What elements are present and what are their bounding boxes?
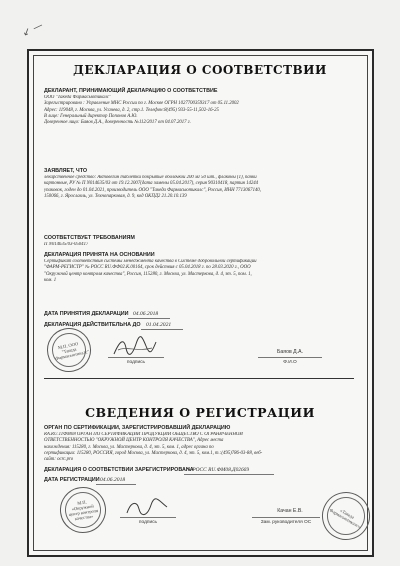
reg-number-underline bbox=[184, 474, 274, 475]
statement-block bbox=[44, 175, 356, 200]
cert-body-name-line bbox=[252, 517, 320, 518]
accept-date-value: 04.06.2018 bbox=[133, 311, 159, 317]
valid-until-underline bbox=[141, 329, 183, 330]
accept-date-underline bbox=[128, 318, 170, 319]
applicant-line: В лице: Генеральный директор Попонов А.Ю. bbox=[44, 113, 138, 119]
declarant-corner-stamp-text: «Такеда Фармасьютикалс» bbox=[328, 507, 362, 530]
cert-body-line: нахождения: 115280, г. Москва, ул. Мастеркова, д. 4, эт. 5, ком. 1, адрес органа по bbox=[44, 444, 214, 450]
cert-body-block bbox=[44, 432, 356, 463]
cert-body-label: ОРГАН ПО СЕРТИФИКАЦИИ, ЗАРЕГИСТРИРОВАВШИЙ ДЕКЛАРАЦИЮ bbox=[44, 425, 231, 431]
cert-body-signature-caption: подпись bbox=[138, 520, 158, 525]
statement-line: картонные, РУ № П N014635/03 от 19.12.2007(дата замены 05.04.2017), серия 90310418, партия 14244 bbox=[44, 181, 259, 187]
requirements-label: СООТВЕТСТВУЕТ ТРЕБОВАНИЯМ bbox=[44, 235, 135, 241]
cert-body-position-caption: Зам. руководителя ОС bbox=[260, 520, 312, 525]
valid-until-value: 01.04.2021 bbox=[146, 322, 172, 328]
statement-line: лекарственное средство: Актовегин таблетки покрытые оболочкой 200 мг 50 шт., флаконы (1), пачки bbox=[44, 175, 257, 180]
basis-line: "ФАРМ-РЕГИСТР" № РОСС RU.ФФ02.К.00164, срок действия с 05.04.2018 г. по 28.03.2020 г., ООО bbox=[44, 265, 251, 271]
accept-date-label: ДАТА ПРИНЯТИЯ ДЕКЛАРАЦИИ bbox=[44, 311, 129, 317]
declaration-title: ДЕКЛАРАЦИЯ О СООТВЕТСТВИИ bbox=[73, 63, 327, 77]
registration-title: СВЕДЕНИЯ О РЕГИСТРАЦИИ bbox=[85, 405, 315, 420]
basis-label: ДЕКЛАРАЦИЯ ПРИНЯТА НА ОСНОВАНИИ bbox=[44, 252, 155, 258]
cert-body-signature-line bbox=[120, 517, 176, 518]
reg-date-underline bbox=[96, 484, 136, 485]
basis-line: ком. 1 bbox=[44, 277, 57, 283]
cert-body-line: ОТВЕТСТВЕННОСТЬЮ "ОКРУЖНОЙ ЦЕНТР КОНТРОЛЯ КАЧЕСТВА", Адрес места bbox=[44, 438, 224, 444]
statement-label: ЗАЯВЛЯЕТ, ЧТО bbox=[44, 168, 88, 174]
declarant-name-line bbox=[258, 357, 322, 358]
declarant-signature-caption: подпись bbox=[126, 360, 146, 365]
applicant-label: ДЕКЛАРАНТ, ПРИНИМАЮЩИЙ ДЕКЛАРАЦИЮ О СООТВЕТСТВИЕ bbox=[44, 88, 218, 94]
reg-date-value: 04.06.2018 bbox=[100, 477, 126, 483]
cert-body-signature bbox=[125, 497, 169, 519]
declarant-name-caption: Ф.И.О bbox=[283, 360, 297, 365]
declarant-signer-name: Баяов Д.А. bbox=[276, 349, 304, 355]
statement-line: упаковок, годен до 01.04.2021, производитель ООО "Такеда Фармасьютикалс", Россия, ИНН 7713067140, bbox=[44, 187, 261, 193]
declarant-stamp-text: М.П. ООО "Такеда Фармасьютикалс" bbox=[54, 340, 90, 361]
applicant-block bbox=[44, 95, 356, 126]
cert-body-line: сайт: ocrc.pro bbox=[44, 457, 74, 463]
cert-body-stamp-text: М.П. «Окружной центр контроля качества» bbox=[68, 499, 99, 522]
statement-line: 150066, г. Ярославль, ул. Технопарковая, д. 9, код ОКПД2 21.20.10.139 bbox=[44, 193, 187, 199]
cert-body-line: RA.RU.11ФМ08 ОРГАН ПО СЕРТИФИКАЦИИ ПРОДУКЦИИ ОБЩЕСТВО С ОГРАНИЧЕННОЙ bbox=[44, 432, 243, 437]
reg-number: № РОСС RU.ФМ08.Д02669 bbox=[186, 467, 250, 473]
valid-until-label: ДЕКЛАРАЦИЯ ДЕЙСТВИТЕЛЬНА ДО bbox=[44, 322, 141, 328]
applicant-line: Доверенное лицо: Баяов Д.А., доверенность №112/2017 от 04.07.2017 г. bbox=[44, 120, 191, 126]
section-divider bbox=[44, 378, 354, 379]
scan-corner-mark: ↙ — bbox=[20, 19, 45, 40]
applicant-line: Адрес: 119048, г. Москва, ул. Усачева, д. 2, стр.1. Телефон:8(495) 933-55-11,502-16-25 bbox=[44, 107, 219, 113]
reg-date-label: ДАТА РЕГИСТРАЦИИ bbox=[44, 477, 100, 483]
applicant-line: Зарегистрировано : Управление МНС России по г. Москве ОГРН 1027700359317 от 05.11.2002 bbox=[44, 101, 239, 107]
applicant-line: ООО "Такеда Фармасьютикалс" bbox=[44, 95, 111, 100]
cert-body-line: сертификации: 115280, РОССИЯ, город Москва, ул. Мастеркова, д. 4, эт. 5, ком.1, т.:(495)786-03-88, веб- bbox=[44, 450, 263, 456]
cert-body-signer-name: Качан Е.В. bbox=[277, 508, 303, 514]
basis-line: "Окружной центр контроля качества", Россия, 115280, г. Москва, ул. Мастеркова, д. 4, эт. 5, пом. 1, bbox=[44, 271, 252, 277]
reg-label: ДЕКЛАРАЦИЯ О СООТВЕТСТВИИ ЗАРЕГИСТРИРОВАНА bbox=[44, 467, 194, 473]
basis-block bbox=[44, 259, 356, 284]
basis-line: Сертификат соответствия системы менеджмента качества в Системе добровольной сертификации bbox=[44, 259, 257, 264]
requirements-value: П N014635/03-050417 bbox=[44, 242, 89, 247]
declarant-signature-line bbox=[108, 357, 164, 358]
